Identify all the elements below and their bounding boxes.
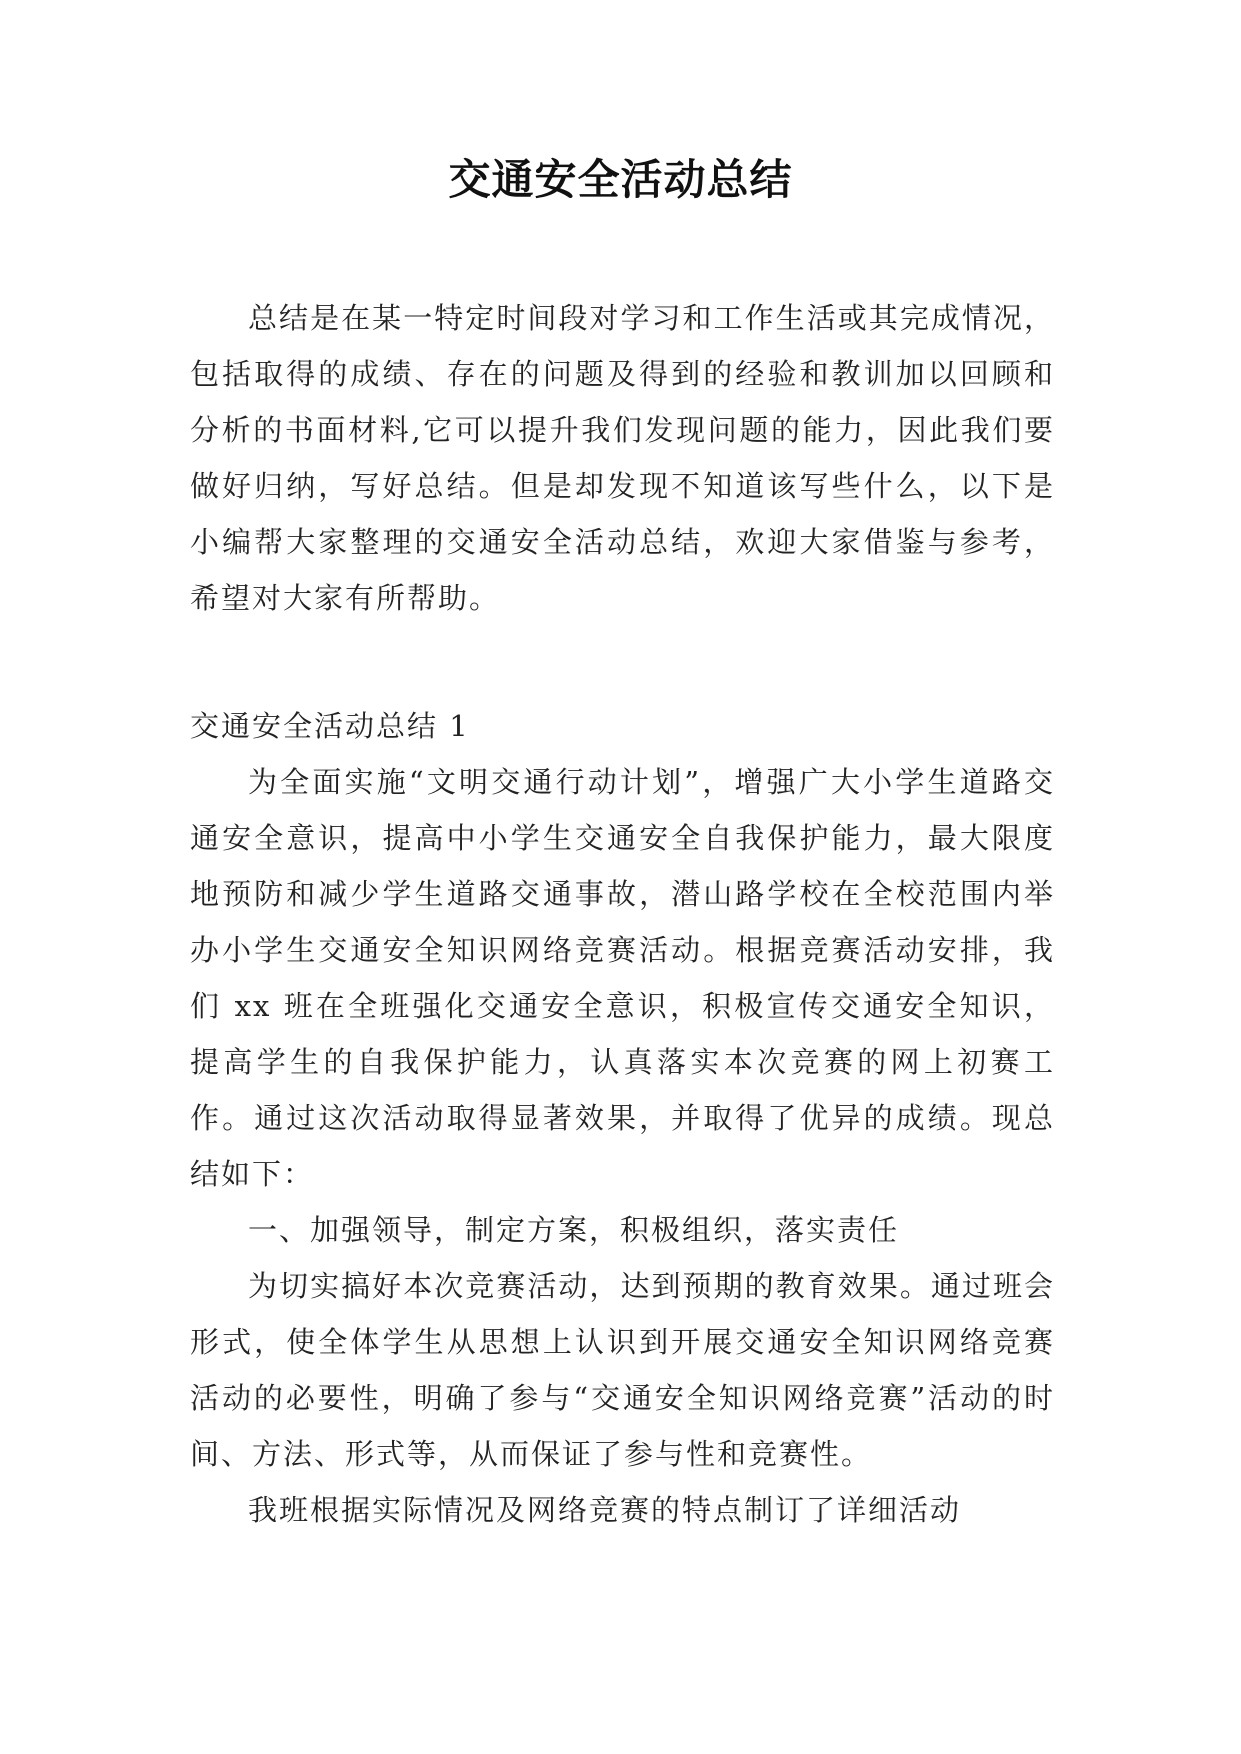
main-section [190,754,1055,1538]
document-title: 交通安全活动总结 [448,155,793,204]
paragraph-3: 我班根据实际情况及网络竞赛的特点制订了详细活动 [248,1493,962,1527]
paragraph-1: 为全面实施“文明交通行动计划”，增强广大小学生道路交通安全意识，提高中小学生交通安全自我保护能力，最大限度地预防和减少学生道路交通事故，潜山路学校在全校范围内举办小学生交通安全知识网络竞赛活动。根据竞赛活动安排，我们 xx 班在全班强化交通安全意识，积极宣传交通安全知识，提高学生的自我保护能力，认真落实本次竞赛的网上初赛工作。通过这次活动取得显著效果，并取得了优异的成绩。现总结如下： [190,765,1055,1191]
paragraph-2: 为切实搞好本次竞赛活动，达到预期的教育效果。通过班会形式，使全体学生从思想上认识到开展交通安全知识网络竞赛活动的必要性，明确了参与“交通安全知识网络竞赛”活动的时间、方法、形式等，从而保证了参与性和竞赛性。 [190,1269,1055,1471]
section-heading: 交通安全活动总结 1 [190,709,470,743]
intro-section [190,290,1055,626]
subheading-1: 一、加强领导，制定方案，积极组织，落实责任 [248,1213,900,1247]
intro-paragraph: 总结是在某一特定时间段对学习和工作生活或其完成情况，包括取得的成绩、存在的问题及得到的经验和教训加以回顾和分析的书面材料,它可以提升我们发现问题的能力，因此我们要做好归纳，写好总结。但是却发现不知道该写些什么，以下是小编帮大家整理的交通安全活动总结，欢迎大家借鉴与参考，希望对大家有所帮助。 [190,301,1055,615]
